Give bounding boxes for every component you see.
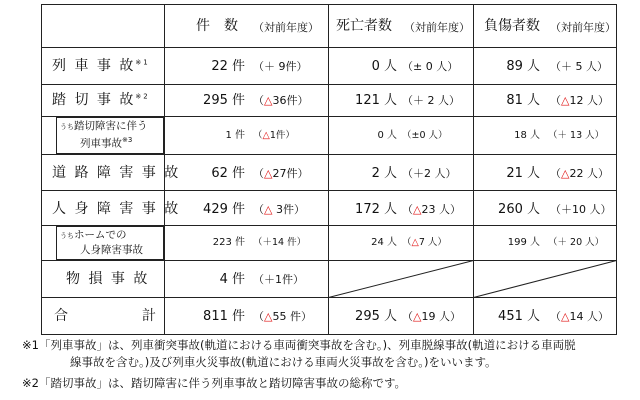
personal-injury-injured: 260 人 — [498, 202, 540, 217]
decrease-triangle-icon: △ — [413, 203, 422, 216]
footnote-1-continued: 線事故を含む。)及び列車火災事故(軌道における車両火災事故を含む。)をいいます。 — [70, 355, 497, 369]
header-injured-prev-year: （対前年度） — [550, 21, 616, 34]
crossing-accident-count-change: （△36件） — [253, 94, 309, 107]
row-label-crossing-train-accident-line2: 列車事故$^{※3}$ — [80, 136, 133, 150]
header-deaths-prev-year: （対前年度） — [404, 21, 470, 34]
row-label-road-obstruction: 道 路 障 害 事 故 — [52, 165, 181, 181]
total-count-change: （△55 件） — [253, 310, 312, 323]
platform-injury-deaths-change: （△7 人） — [402, 237, 447, 248]
crossing-accident-deaths-change: （＋ 2 人） — [402, 94, 460, 107]
personal-injury-count: 429 件 — [203, 202, 245, 217]
crossing-accident-deaths: 121 人 — [355, 93, 397, 108]
platform-injury-injured: 199 人 — [507, 237, 540, 248]
train-accident-count-change: （＋ 9件） — [253, 60, 308, 73]
decrease-triangle-icon: △ — [264, 167, 273, 180]
personal-injury-deaths: 172 人 — [355, 202, 397, 217]
road-obstruction-deaths-change: （＋2 人） — [402, 167, 457, 180]
train-accident-count: 22 件 — [211, 59, 245, 74]
decrease-triangle-icon: △ — [264, 203, 273, 216]
decrease-triangle-icon: △ — [411, 237, 419, 248]
train-accident-deaths: 0 人 — [371, 59, 397, 74]
total-injured-change: （△14 人） — [550, 310, 609, 323]
row-label-platform-injury: うちホームでの — [60, 229, 127, 241]
platform-injury-deaths: 24 人 — [371, 237, 397, 248]
total-count: 811 件 — [203, 309, 245, 324]
decrease-triangle-icon: △ — [561, 167, 570, 180]
road-obstruction-count-change: （△27件） — [253, 167, 309, 180]
personal-injury-count-change: （△ 3件） — [253, 203, 305, 216]
crossing-train-accident-deaths-change: （±0 人） — [402, 130, 448, 141]
property-damage-count-change: （＋1件） — [253, 273, 304, 286]
crossing-train-accident-deaths: 0 人 — [377, 130, 397, 141]
row-label-property-damage: 物 損 事 故 — [66, 271, 150, 287]
crossing-accident-injured-change: （△12 人） — [550, 94, 609, 107]
crossing-accident-injured: 81 人 — [506, 93, 540, 108]
header-deaths: 死亡者数 — [336, 18, 392, 34]
crossing-accident-count: 295 件 — [203, 93, 245, 108]
header-count-prev-year: （対前年度） — [253, 21, 319, 34]
decrease-triangle-icon: △ — [561, 310, 570, 323]
row-label-total-a: 合 — [54, 308, 70, 324]
train-accident-injured-change: （＋ 5 人） — [550, 60, 608, 73]
row-label-total-b: 計 — [142, 308, 158, 324]
platform-injury-injured-change: （＋ 20 人） — [548, 237, 605, 248]
row-label-train-accident: 列 車 事 故$^{※1}$ — [52, 58, 150, 74]
footnote-1: ※1「列車事故」は、列車衝突事故(軌道における車両衝突事故を含む。)、列車脱線事故(軌道における車両脱 — [22, 338, 576, 352]
decrease-triangle-icon: △ — [561, 94, 570, 107]
road-obstruction-deaths: 2 人 — [371, 166, 397, 181]
crossing-train-accident-count: 1 件 — [225, 130, 245, 141]
platform-injury-count: 223 件 — [212, 237, 245, 248]
road-obstruction-count: 62 件 — [211, 166, 245, 181]
row-label-platform-injury-line2: 人身障害事故 — [80, 244, 143, 256]
total-deaths: 295 人 — [355, 309, 397, 324]
decrease-triangle-icon: △ — [264, 310, 273, 323]
total-deaths-change: （△19 人） — [402, 310, 461, 323]
decrease-triangle-icon: △ — [262, 130, 270, 141]
footnote-2: ※2「踏切事故」は、踏切障害に伴う列車事故と踏切障害事故の総称です。 — [22, 376, 407, 390]
header-injured: 負傷者数 — [484, 18, 540, 34]
platform-injury-count-change: （＋14 件） — [253, 237, 307, 248]
header-count: 件 数 — [196, 18, 238, 34]
diagonal-injured-na — [474, 261, 617, 298]
train-accident-injured: 89 人 — [506, 59, 540, 74]
decrease-triangle-icon: △ — [413, 310, 422, 323]
crossing-train-accident-count-change: （△1件） — [253, 130, 295, 141]
train-accident-deaths-change: （± 0 人） — [402, 60, 459, 73]
road-obstruction-injured-change: （△22 人） — [550, 167, 609, 180]
row-label-crossing-train-accident: うち踏切障害に伴う — [60, 120, 148, 132]
row-label-crossing-accident: 踏 切 事 故$^{※2}$ — [52, 92, 150, 108]
personal-injury-injured-change: （＋10 人） — [550, 203, 612, 216]
crossing-train-accident-injured-change: （＋ 13 人） — [548, 130, 605, 141]
crossing-train-accident-injured: 18 人 — [514, 130, 540, 141]
road-obstruction-injured: 21 人 — [506, 166, 540, 181]
diagonal-deaths-na — [329, 261, 474, 298]
property-damage-count: 4 件 — [219, 272, 245, 287]
decrease-triangle-icon: △ — [264, 94, 273, 107]
row-label-personal-injury: 人 身 障 害 事 故 — [52, 201, 181, 217]
personal-injury-deaths-change: （△23 人） — [402, 203, 461, 216]
total-injured: 451 人 — [498, 309, 540, 324]
